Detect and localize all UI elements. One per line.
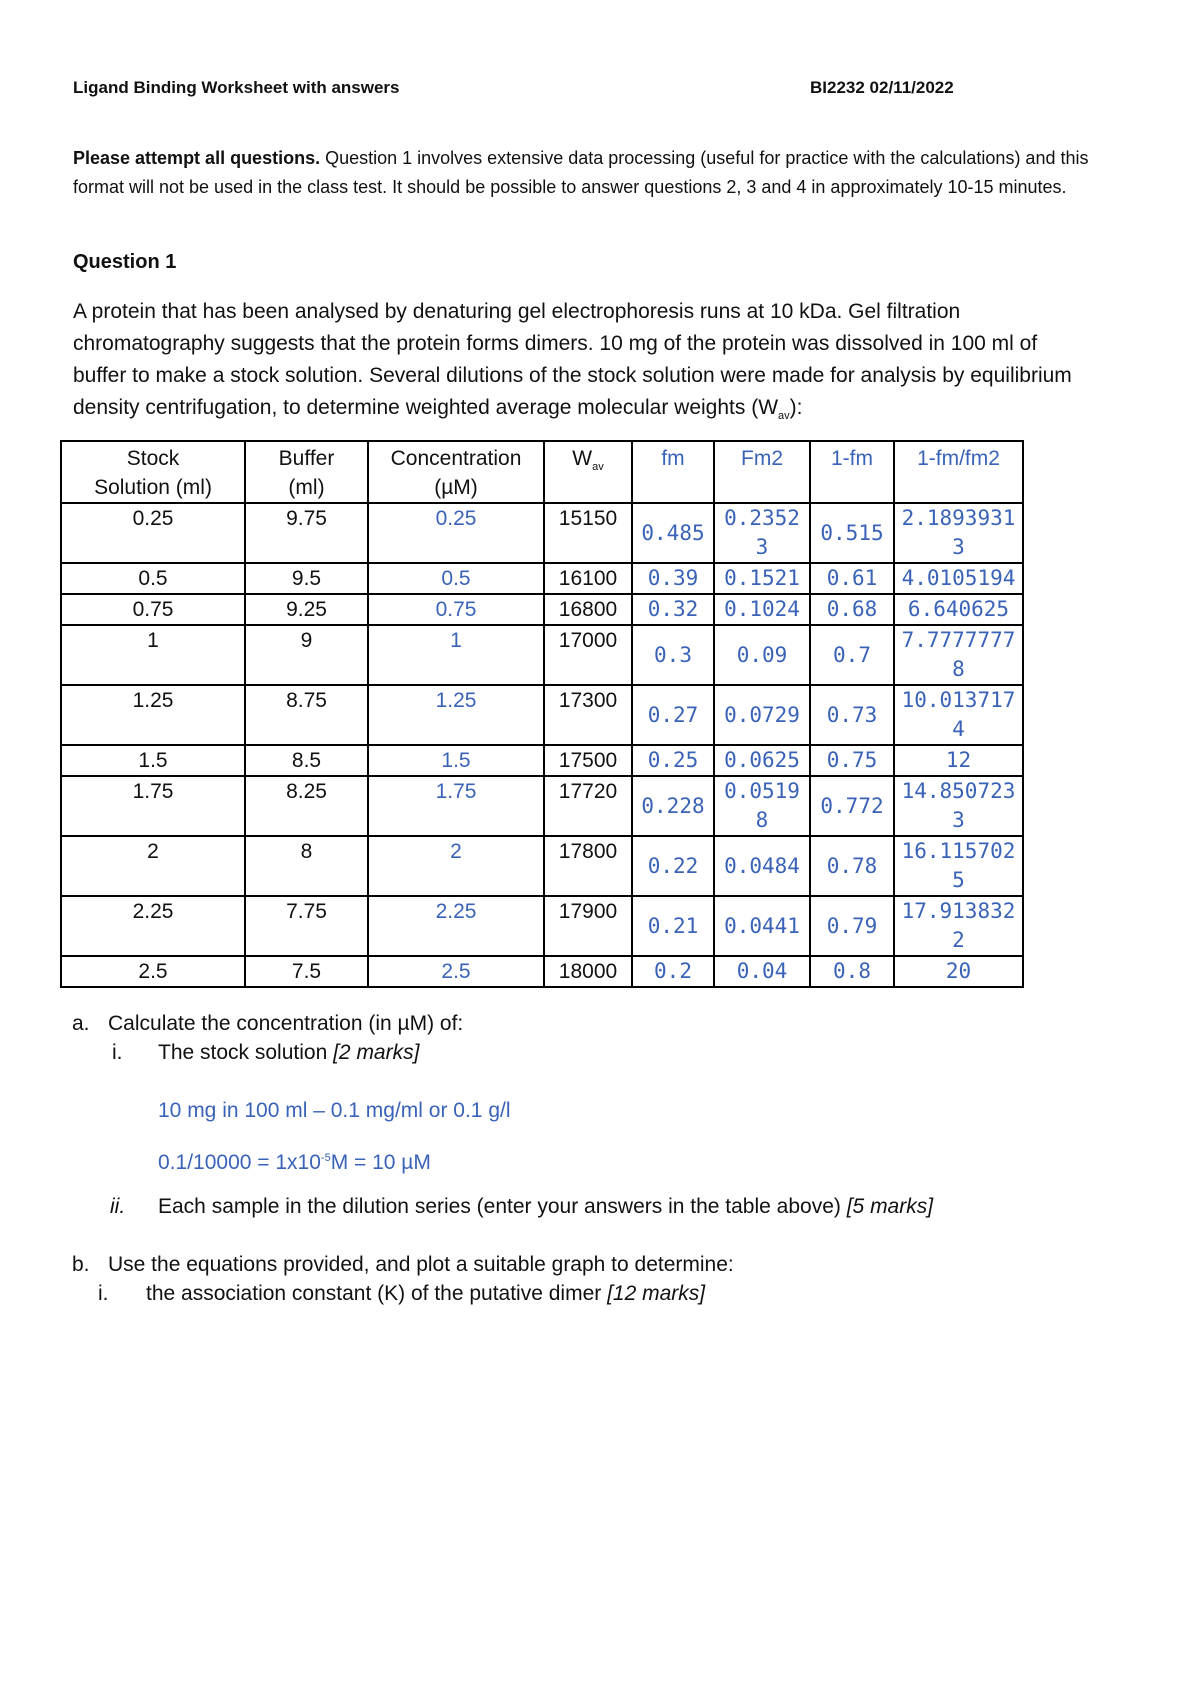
cell-fm2 xyxy=(714,896,810,956)
cell-stock: 0.25 xyxy=(61,503,245,563)
col-header-stock: Stock Solution (ml) xyxy=(61,441,245,503)
cell-buffer: 8.75 xyxy=(245,685,368,745)
table-row xyxy=(61,745,1023,776)
cell-concentration: 2.25 xyxy=(368,896,544,956)
cell-ratio-line: 8 xyxy=(952,657,965,681)
cell-stock: 1 xyxy=(61,625,245,685)
cell-fm2 xyxy=(714,836,810,896)
cell-fm2-line: 0.2352 xyxy=(724,506,800,530)
cell-fm2 xyxy=(714,563,810,594)
cell-ratio xyxy=(894,594,1023,625)
cell-ratio-line: 14.850723 xyxy=(901,779,1016,803)
wav-subscript: av xyxy=(778,410,790,423)
cell-1-fm: 0.8 xyxy=(810,956,894,987)
question-1-title: Question 1 xyxy=(73,251,177,273)
cell-concentration: 2.5 xyxy=(368,956,544,987)
cell-buffer: 8.5 xyxy=(245,745,368,776)
cell-fm2 xyxy=(714,625,810,685)
cell-fm: 0.32 xyxy=(632,594,714,625)
part-a-text: Calculate the concentration (in µM) of: xyxy=(108,1012,464,1035)
table-row xyxy=(61,836,1023,896)
table-row xyxy=(61,776,1023,836)
cell-wav: 16100 xyxy=(544,563,632,594)
cell-ratio-line: 5 xyxy=(952,868,965,892)
cell-wav: 17300 xyxy=(544,685,632,745)
cell-1-fm: 0.79 xyxy=(810,896,894,956)
cell-ratio-line: 6.640625 xyxy=(907,597,1010,621)
cell-1-fm: 0.73 xyxy=(810,685,894,745)
cell-buffer: 8.25 xyxy=(245,776,368,836)
cell-ratio-line: 12 xyxy=(945,748,972,772)
cell-fm2 xyxy=(714,594,810,625)
col-header-ratio: 1-fm/fm2 xyxy=(894,441,1023,503)
part-a-ii-label: ii. xyxy=(110,1195,126,1218)
cell-wav: 17000 xyxy=(544,625,632,685)
cell-fm2-line: 8 xyxy=(755,808,769,832)
part-a-label: a. xyxy=(72,1012,90,1035)
col-header-1-fm: 1-fm xyxy=(810,441,894,503)
table-row xyxy=(61,594,1023,625)
cell-ratio xyxy=(894,956,1023,987)
cell-wav: 16800 xyxy=(544,594,632,625)
cell-fm: 0.27 xyxy=(632,685,714,745)
cell-ratio xyxy=(894,776,1023,836)
col-header-wav: $W_{av}$ xyxy=(544,441,632,503)
cell-1-fm: 0.515 xyxy=(810,503,894,563)
col-header-buffer: Buffer (ml) xyxy=(245,441,368,503)
cell-ratio-line: 10.013717 xyxy=(901,688,1016,712)
question-1-body: A protein that has been analysed by denaturing gel electrophoresis runs at 10 kDa. Gel filtration chromatography suggests that the protein forms dimers. 10 mg of the protein was dissolved in 100 ml of buffer to make a stock solution. Several dilutions of the stock solution were made for analysis by equilibrium density centrifugation, to determine weighted average molecular weights (W xyxy=(73,300,1072,419)
cell-fm: 0.22 xyxy=(632,836,714,896)
cell-fm: 0.21 xyxy=(632,896,714,956)
cell-ratio-line: 16.115702 xyxy=(901,839,1016,863)
intro-text: Question 1 involves extensive data processing (useful for practice with the calculations) and this format will not be used in the class test. It should be possible to answer questions 2, 3 and 4 in approximately 10-15 minutes. xyxy=(73,148,1089,197)
cell-fm: 0.25 xyxy=(632,745,714,776)
cell-buffer: 7.75 xyxy=(245,896,368,956)
cell-wav: 17500 xyxy=(544,745,632,776)
cell-ratio xyxy=(894,836,1023,896)
table-body xyxy=(61,503,1023,987)
cell-buffer: 8 xyxy=(245,836,368,896)
cell-ratio-line: 4.0105194 xyxy=(901,566,1016,590)
cell-ratio-line: 3 xyxy=(952,808,965,832)
answer-stock-line-1: 10 mg in 100 ml – 0.1 mg/ml or 0.1 g/l xyxy=(158,1099,511,1122)
cell-ratio-line: 17.913832 xyxy=(901,899,1016,923)
cell-buffer: 9.5 xyxy=(245,563,368,594)
cell-buffer: 7.5 xyxy=(245,956,368,987)
part-a-i-label: i. xyxy=(112,1041,123,1064)
cell-fm2-line: 0.04 xyxy=(736,959,788,983)
cell-fm2-line: 0.09 xyxy=(736,642,788,667)
cell-fm2-line: 0.0484 xyxy=(724,853,800,878)
cell-concentration: 1.25 xyxy=(368,685,544,745)
cell-1-fm: 0.68 xyxy=(810,594,894,625)
cell-ratio xyxy=(894,563,1023,594)
cell-fm: 0.485 xyxy=(632,503,714,563)
part-b-label: b. xyxy=(72,1253,90,1276)
table-row xyxy=(61,625,1023,685)
cell-buffer: 9.75 xyxy=(245,503,368,563)
question-1-text xyxy=(73,296,1073,432)
cell-ratio-line: 2 xyxy=(952,928,965,952)
cell-fm2-line: 0.0519 xyxy=(724,779,800,803)
cell-concentration: 1.75 xyxy=(368,776,544,836)
cell-ratio xyxy=(894,503,1023,563)
part-b-text: Use the equations provided, and plot a suitable graph to determine: xyxy=(108,1253,734,1276)
cell-wav: 18000 xyxy=(544,956,632,987)
col-header-fm: fm xyxy=(632,441,714,503)
cell-fm2 xyxy=(714,685,810,745)
cell-concentration: 0.5 xyxy=(368,563,544,594)
cell-ratio-line: 3 xyxy=(952,535,965,559)
cell-1-fm: 0.61 xyxy=(810,563,894,594)
cell-fm2-line: 0.1521 xyxy=(724,566,800,590)
cell-stock: 2 xyxy=(61,836,245,896)
cell-1-fm: 0.7 xyxy=(810,625,894,685)
cell-ratio xyxy=(894,685,1023,745)
cell-concentration: 1 xyxy=(368,625,544,685)
cell-stock: 2.25 xyxy=(61,896,245,956)
cell-1-fm: 0.772 xyxy=(810,776,894,836)
part-b-i-text: the association constant (K) of the putative dimer [12 marks] xyxy=(146,1282,706,1305)
question-1-body-end: ): xyxy=(789,396,803,419)
cell-ratio xyxy=(894,625,1023,685)
cell-ratio xyxy=(894,896,1023,956)
cell-1-fm: 0.78 xyxy=(810,836,894,896)
cell-fm2-line: 0.0441 xyxy=(724,913,800,938)
cell-buffer: 9.25 xyxy=(245,594,368,625)
dilution-table xyxy=(60,440,1024,988)
cell-buffer: 9 xyxy=(245,625,368,685)
cell-concentration: 1.5 xyxy=(368,745,544,776)
cell-ratio-line: 20 xyxy=(945,959,972,983)
cell-fm2 xyxy=(714,745,810,776)
cell-wav: 17900 xyxy=(544,896,632,956)
cell-stock: 1.5 xyxy=(61,745,245,776)
cell-fm: 0.2 xyxy=(632,956,714,987)
cell-ratio xyxy=(894,745,1023,776)
cell-stock: 2.5 xyxy=(61,956,245,987)
cell-wav: 17720 xyxy=(544,776,632,836)
course-date: BI2232 02/11/2022 xyxy=(810,78,954,97)
cell-fm2 xyxy=(714,776,810,836)
cell-fm2-line: 0.1024 xyxy=(724,597,800,621)
cell-concentration: 0.75 xyxy=(368,594,544,625)
cell-fm: 0.3 xyxy=(632,625,714,685)
cell-fm2-line: 3 xyxy=(755,535,769,559)
intro-paragraph xyxy=(73,144,1133,202)
table-row xyxy=(61,956,1023,987)
cell-1-fm: 0.75 xyxy=(810,745,894,776)
answer-stock-line-2: $0.1/10000 = 1x10^{-5}M = 10$ µM xyxy=(158,1151,431,1174)
table-row xyxy=(61,503,1023,563)
cell-fm2 xyxy=(714,956,810,987)
col-header-concentration: Concentration (µM) xyxy=(368,441,544,503)
part-b-i-label: i. xyxy=(98,1282,109,1305)
cell-stock: 1.75 xyxy=(61,776,245,836)
table-row xyxy=(61,685,1023,745)
part-a-i-text: The stock solution [2 marks] xyxy=(158,1041,420,1064)
cell-fm: 0.228 xyxy=(632,776,714,836)
cell-ratio-line: 2.1893931 xyxy=(901,506,1016,530)
part-a-ii-text: Each sample in the dilution series (enter your answers in the table above) [5 marks] xyxy=(158,1195,934,1218)
cell-fm2 xyxy=(714,503,810,563)
table-header-row xyxy=(61,441,1023,503)
cell-fm: 0.39 xyxy=(632,563,714,594)
table-row xyxy=(61,896,1023,956)
cell-fm2-line: 0.0625 xyxy=(724,748,800,772)
cell-wav: 17800 xyxy=(544,836,632,896)
cell-concentration: 2 xyxy=(368,836,544,896)
cell-stock: 0.5 xyxy=(61,563,245,594)
intro-bold: Please attempt all questions. xyxy=(73,148,321,168)
cell-stock: 1.25 xyxy=(61,685,245,745)
cell-ratio-line: 4 xyxy=(952,717,965,741)
cell-concentration: 0.25 xyxy=(368,503,544,563)
cell-ratio-line: 7.7777777 xyxy=(901,628,1016,652)
cell-stock: 0.75 xyxy=(61,594,245,625)
cell-fm2-line: 0.0729 xyxy=(724,702,800,727)
col-header-fm2: Fm2 xyxy=(714,441,810,503)
document-title: Ligand Binding Worksheet with answers xyxy=(73,78,400,97)
cell-wav: 15150 xyxy=(544,503,632,563)
table-row xyxy=(61,563,1023,594)
